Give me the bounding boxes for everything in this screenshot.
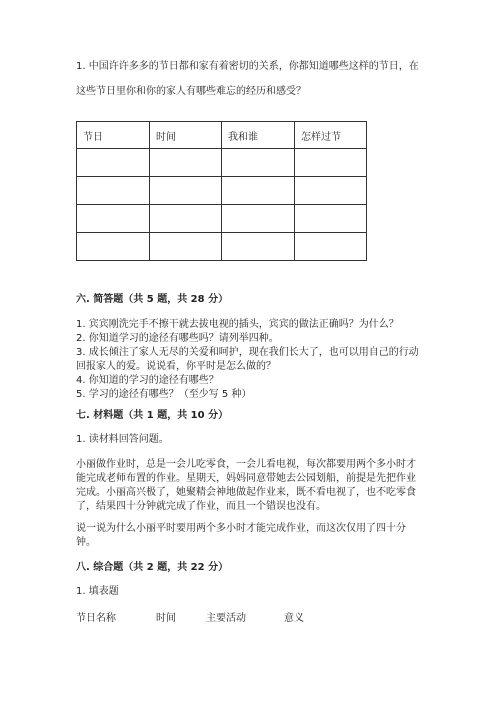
table-cell[interactable] <box>222 177 295 205</box>
table-cell[interactable] <box>77 233 150 261</box>
table-cell[interactable] <box>150 233 222 261</box>
section6-title: 六. 简答题（共 5 题，共 28 分） <box>76 294 229 305</box>
section6-question5: 5. 学习的途径有哪些？（至少写 5 种） <box>76 389 252 400</box>
table-row <box>77 177 367 205</box>
section6-question3-line2: 回报家人的爱。说说看，你平时是怎么做的？ <box>76 361 276 372</box>
table-row <box>77 205 367 233</box>
festival-question-line1: 1. 中国许许多多的节日都和家有着密切的关系，你都知道哪些这样的节日，在 <box>76 61 419 72</box>
section6-question1: 1. 宾宾刚洗完手不擦干就去拔电视的插头，宾宾的做法正确吗？为什么？ <box>76 319 399 330</box>
table-cell[interactable] <box>295 205 367 233</box>
table-header-row <box>77 122 367 149</box>
column-label-main-activity: 主要活动 <box>206 613 246 624</box>
table-cell[interactable] <box>77 177 150 205</box>
material-question-line: 说一说为什么小丽平时要用两个多小时才能完成作业，而这次仅用了四十分 <box>76 523 406 534</box>
column-label-meaning: 意义 <box>284 613 304 624</box>
material-paragraph-line: 完成。小丽高兴极了，她聚精会神地做起作业来，既不看电视了，也不吃零食 <box>76 487 416 498</box>
section8-question1: 1. 填表题 <box>76 586 119 597</box>
table-header-with-whom: 我和谁 <box>222 122 295 149</box>
column-label-festival-name: 节日名称 <box>76 613 116 624</box>
table-header-festival: 节日 <box>77 122 150 149</box>
table-cell[interactable] <box>150 149 222 177</box>
table-row <box>77 149 367 177</box>
table-header-time: 时间 <box>150 122 222 149</box>
table-row <box>77 233 367 261</box>
table-cell[interactable] <box>295 149 367 177</box>
section6-question2: 2. 你知道学习的途径有哪些吗？请列举四种。 <box>76 333 279 344</box>
material-paragraph-line: 能完成老师布置的作业。星期天，妈妈同意带她去公园划船，前提是先把作业 <box>76 473 416 484</box>
table-cell[interactable] <box>150 205 222 233</box>
table-header-how-celebrate: 怎样过节 <box>295 122 367 149</box>
section7-question1: 1. 读材料回答问题。 <box>76 434 169 445</box>
section7-title: 七. 材料题（共 1 题，共 10 分） <box>76 410 229 421</box>
column-label-time: 时间 <box>156 613 176 624</box>
table-cell[interactable] <box>222 205 295 233</box>
festival-question-line2: 这些节日里你和你的家人有哪些难忘的经历和感受？ <box>76 86 306 97</box>
section8-title: 八. 综合题（共 2 题，共 22 分） <box>76 562 229 573</box>
material-paragraph-line: 了，结果四十分钟就完成了作业，而且一个错误也没有。 <box>76 501 326 512</box>
festival-table <box>76 121 367 261</box>
table-cell[interactable] <box>295 233 367 261</box>
table-cell[interactable] <box>77 205 150 233</box>
fill-table-header <box>76 609 376 623</box>
table-cell[interactable] <box>150 177 222 205</box>
table-cell[interactable] <box>295 177 367 205</box>
section6-question4: 4. 你知道的学习的途径有哪些？ <box>76 375 219 386</box>
table-cell[interactable] <box>222 233 295 261</box>
section6-question3-line1: 3. 成长倾注了家人无尽的关爱和呵护，现在我们长大了，也可以用自己的行动 <box>76 347 419 358</box>
table-cell[interactable] <box>77 149 150 177</box>
material-paragraph-line: 小丽做作业时，总是一会儿吃零食，一会儿看电视，每次都要用两个多小时才 <box>76 459 416 470</box>
material-question-line: 钟。 <box>76 537 96 548</box>
table-cell[interactable] <box>222 149 295 177</box>
